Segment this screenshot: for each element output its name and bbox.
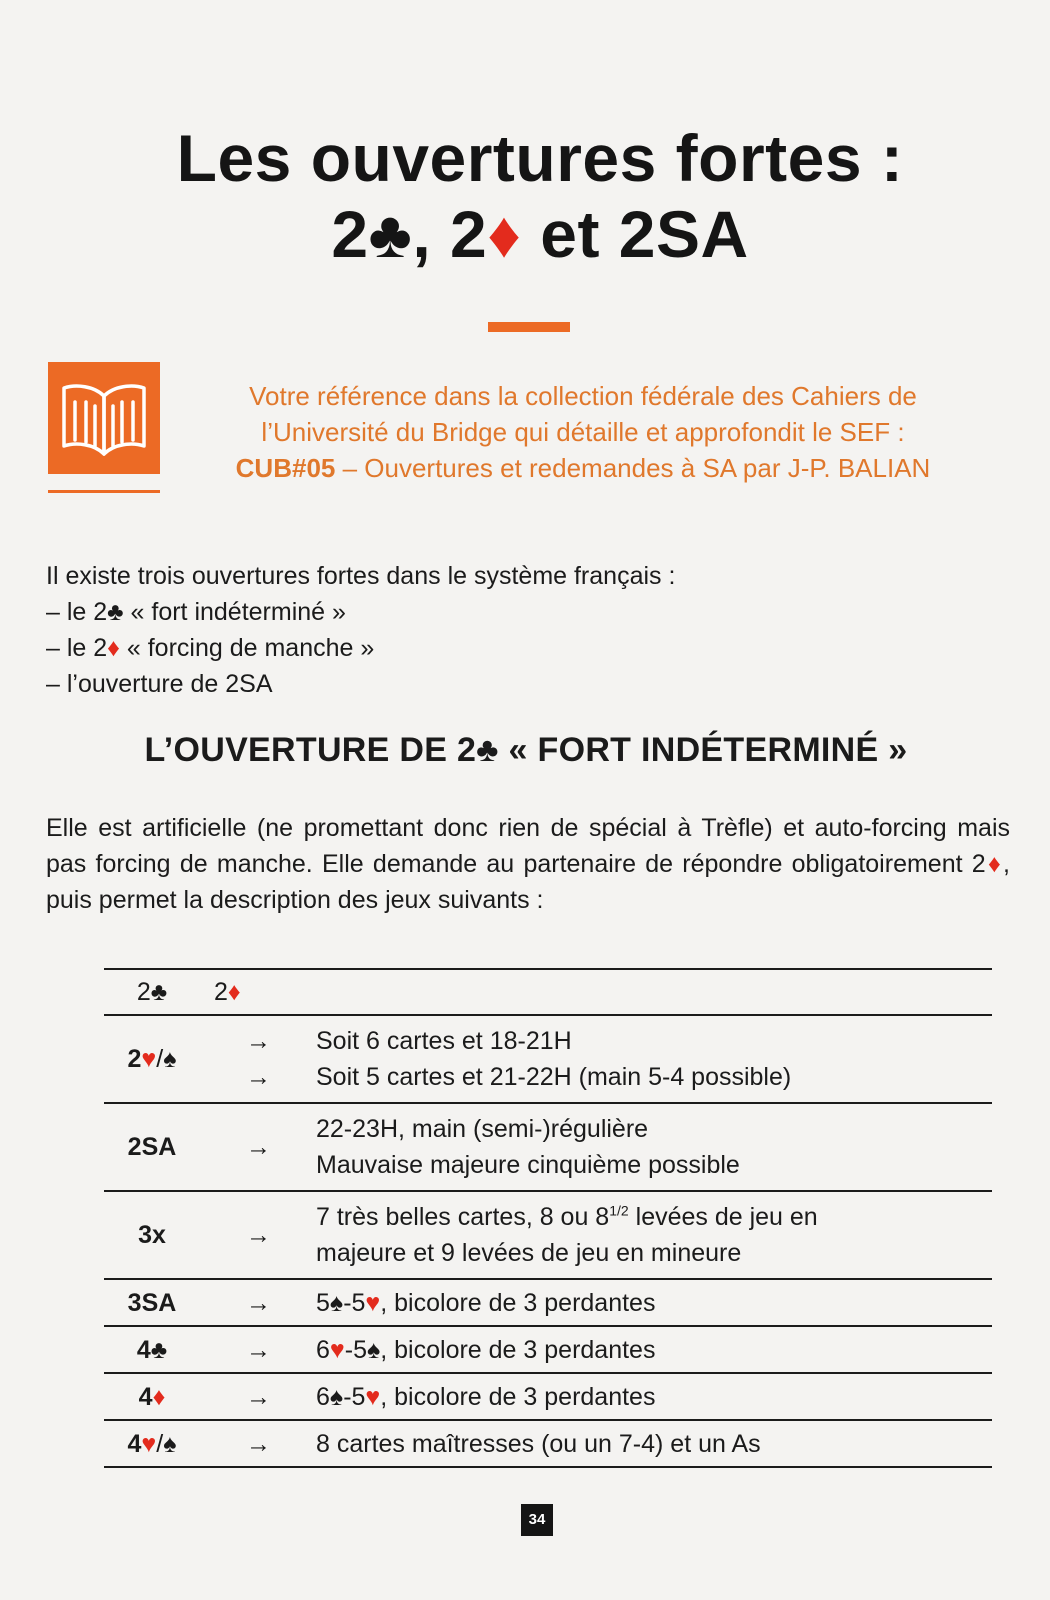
spades-icon: ♠ [366, 1335, 381, 1364]
reference-text: – Ouvertures et redemandes à SA par J-P. BALIAN [335, 453, 931, 483]
bid-separator: / [156, 1045, 164, 1073]
description-cell [316, 1373, 992, 1420]
table-row [104, 1373, 992, 1420]
title-line-2 [40, 196, 1040, 272]
body-paragraph [46, 810, 1010, 918]
bid-number: 2 [127, 1045, 142, 1073]
intro-text: « fort indéterminé » [123, 598, 346, 626]
hearts-icon: ♥ [365, 1288, 381, 1317]
bid-number: 2 [214, 978, 228, 1006]
hearts-icon: ♥ [141, 1429, 157, 1458]
description-text: , bicolore de 3 perdantes [380, 1288, 656, 1317]
spades-icon: ♠ [329, 1382, 344, 1411]
arrow-icon: → [246, 1027, 271, 1055]
intro-text [46, 558, 1006, 702]
bid-cell [104, 1326, 200, 1373]
intro-list-item: – l’ouverture de 2SA [46, 670, 273, 698]
page-number: 34 [521, 1504, 553, 1536]
description-text: , bicolore de 3 perdantes [380, 1335, 656, 1364]
description-cell [316, 1279, 992, 1326]
table-row [104, 1279, 992, 1326]
section-heading [46, 728, 1006, 772]
table-row [104, 1103, 992, 1191]
title-text: 2 [331, 197, 369, 271]
description-text: -5 [344, 1335, 367, 1364]
table-row [104, 1015, 992, 1103]
bid-cell [104, 1373, 200, 1420]
paragraph-text: Elle est artificielle (ne promettant donc rien de spécial à Trèfle) et auto-forcing mais pas forcing de manche. Elle demande au partenaire de répondre obligatoirement 2 [46, 814, 1010, 878]
table-row [104, 1191, 992, 1279]
diamonds-icon: ♦ [985, 850, 1004, 878]
title-text: , 2 [412, 197, 488, 271]
bid-number: 4 [127, 1429, 142, 1458]
clubs-icon: ♣ [150, 978, 168, 1006]
description-text: , bicolore de 3 perdantes [380, 1382, 656, 1411]
description-cell [316, 1326, 992, 1373]
fraction-superscript: 1/2 [609, 1202, 629, 1219]
arrow-icon: → [246, 1063, 271, 1091]
arrow-cell [200, 1191, 316, 1279]
description-cell [316, 1015, 992, 1103]
hearts-icon: ♥ [365, 1382, 381, 1411]
description-cell: 8 cartes maîtresses (ou un 7-4) et un As [316, 1429, 761, 1458]
header-empty-cell [316, 969, 992, 1015]
spades-icon: ♠ [163, 1429, 177, 1458]
hearts-icon: ♥ [141, 1045, 157, 1073]
page-title [40, 120, 1040, 272]
clubs-icon: ♣ [107, 598, 124, 626]
heading-text: L’OUVERTURE DE 2 [144, 731, 477, 769]
description-line: Soit 5 cartes et 21-22H (main 5-4 possible) [316, 1063, 792, 1091]
spades-icon: ♠ [329, 1288, 344, 1317]
bidding-table [104, 968, 992, 1468]
reference-line: Votre référence dans la collection fédérale des Cahiers de [249, 381, 917, 411]
opening-bid-cell [104, 969, 200, 1015]
arrow-cell [200, 1015, 316, 1103]
diamonds-icon: ♦ [152, 1382, 166, 1411]
description-cell [316, 1103, 992, 1191]
description-line: 22-23H, main (semi-)régulière [316, 1115, 649, 1143]
intro-line: Il existe trois ouvertures fortes dans le système français : [46, 562, 676, 590]
arrow-cell [200, 1326, 316, 1373]
description-text: 6 [316, 1335, 330, 1364]
title-underline [488, 322, 570, 332]
clubs-icon: ♣ [476, 731, 499, 769]
arrow-cell [200, 1103, 316, 1191]
clubs-icon: ♣ [368, 197, 413, 271]
arrow-icon: → [246, 1382, 271, 1411]
reference-note [168, 378, 998, 486]
arrow-icon: → [246, 1288, 271, 1317]
clubs-icon: ♣ [150, 1335, 168, 1364]
description-line: Soit 6 cartes et 18-21H [316, 1027, 572, 1055]
description-text: 5 [316, 1288, 330, 1317]
reference-line [168, 450, 998, 486]
reference-divider [48, 490, 160, 493]
spades-icon: ♠ [163, 1045, 177, 1073]
bid-cell: 3SA [127, 1288, 177, 1317]
intro-text: – le 2 [46, 634, 108, 662]
description-line [316, 1199, 992, 1235]
arrow-icon: → [246, 1429, 271, 1458]
reference-code: CUB#05 [235, 453, 336, 483]
arrow-cell [200, 1420, 316, 1467]
description-text: -5 [343, 1382, 366, 1411]
diamonds-icon: ♦ [107, 634, 120, 662]
open-book-icon [48, 362, 160, 474]
table-row [104, 1326, 992, 1373]
diamonds-icon: ♦ [227, 978, 241, 1006]
bid-number: 4 [136, 1335, 151, 1364]
description-text: levées de jeu en [628, 1203, 818, 1231]
description-text: 6 [316, 1382, 330, 1411]
description-line: majeure et 9 levées de jeu en mineure [316, 1239, 742, 1267]
description-text: -5 [343, 1288, 366, 1317]
hearts-icon: ♥ [329, 1335, 345, 1364]
reference-line: l’Université du Bridge qui détaille et approfondit le SEF : [261, 417, 905, 447]
bid-cell [104, 1015, 200, 1103]
bid-cell: 3x [138, 1221, 166, 1249]
diamonds-icon: ♦ [487, 197, 522, 271]
title-line-1: Les ouvertures fortes : [176, 121, 904, 195]
intro-list-item [46, 594, 1006, 630]
bid-number: 4 [138, 1382, 153, 1411]
arrow-icon: → [246, 1335, 271, 1364]
title-text: et 2SA [521, 197, 749, 271]
arrow-cell [200, 1279, 316, 1326]
response-bid-cell [200, 969, 316, 1015]
bid-separator: / [156, 1429, 164, 1458]
arrow-icon: → [246, 1133, 271, 1161]
arrow-icon: → [246, 1221, 271, 1249]
intro-text: – le 2 [46, 598, 108, 626]
intro-list-item [46, 630, 1006, 666]
intro-text: « forcing de manche » [119, 634, 375, 662]
bid-cell: 2SA [127, 1133, 177, 1161]
arrow-cell [200, 1373, 316, 1420]
bid-cell [104, 1420, 200, 1467]
table-row [104, 1420, 992, 1467]
description-line: Mauvaise majeure cinquième possible [316, 1151, 740, 1179]
table-header-row [104, 969, 992, 1015]
description-text: 7 très belles cartes, 8 ou 8 [316, 1203, 610, 1231]
bid-number: 2 [136, 978, 151, 1006]
description-cell [316, 1191, 992, 1279]
paragraph-text: , puis permet la description des jeux suivants : [46, 850, 1010, 914]
heading-text: « FORT INDÉTERMINÉ » [498, 731, 908, 769]
